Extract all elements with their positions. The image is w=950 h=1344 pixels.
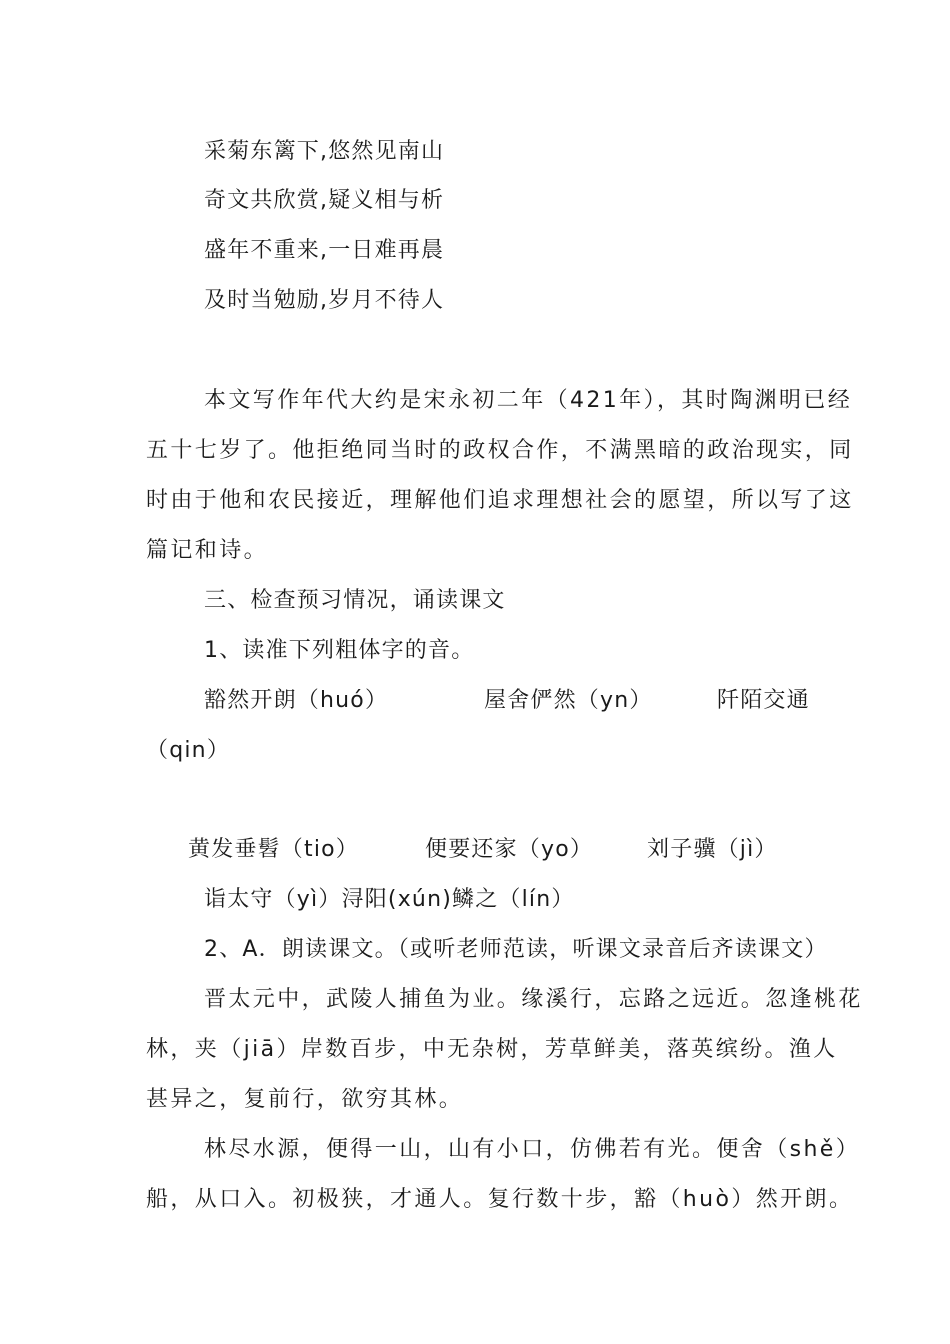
pronunciation-item: 黄发垂髫（tio） bbox=[188, 837, 359, 862]
pronunciation-item: 便要还家（yo） bbox=[425, 837, 594, 862]
pronunciation-item: 阡陌交通 bbox=[717, 688, 810, 713]
text-paragraph-line: 林尽水源，便得一山，山有小口，仿佛若有光。便舍（shě） bbox=[204, 1137, 861, 1162]
pronunciation-item: 屋舍俨然（yn） bbox=[484, 688, 653, 713]
text-paragraph-line: 晋太元中，武陵人捕鱼为业。缘溪行，忘路之远近。忽逢桃花 bbox=[204, 987, 863, 1012]
background-paragraph-line: 五十七岁了。他拒绝同当时的政权合作，不满黑暗的政治现实，同 bbox=[146, 438, 854, 463]
text-paragraph-line: 林，夹（jiā）岸数百步，中无杂树，芳草鲜美，落英缤纷。渔人 bbox=[146, 1037, 838, 1062]
background-paragraph-line: 本文写作年代大约是宋永初二年（421年），其时陶渊明已经 bbox=[204, 388, 853, 413]
poem-line: 采菊东篱下,悠然见南山 bbox=[204, 139, 445, 164]
section-heading: 三、检查预习情况，诵读课文 bbox=[204, 588, 506, 613]
text-paragraph-line: 船，从口入。初极狭，才通人。复行数十步，豁（huò）然开朗。 bbox=[146, 1187, 854, 1212]
poem-line: 奇文共欣赏,疑义相与析 bbox=[204, 188, 445, 213]
background-paragraph-line: 时由于他和农民接近，理解他们追求理想社会的愿望，所以写了这 bbox=[146, 488, 854, 513]
pronunciation-item: 豁然开朗（huó） bbox=[204, 688, 389, 713]
pronunciation-item: （qin） bbox=[146, 738, 231, 763]
poem-line: 盛年不重来,一日难再晨 bbox=[204, 238, 445, 263]
text-paragraph-line: 甚异之，复前行，欲穷其林。 bbox=[146, 1087, 464, 1112]
poem-line: 及时当勉励,岁月不待人 bbox=[204, 288, 445, 313]
pronunciation-item: 刘子骥（jì） bbox=[647, 837, 778, 862]
pronunciation-item: 诣太守（yì）浔阳(xún)鳞之（lín） bbox=[204, 887, 575, 912]
item2-heading: 2、A．朗读课文。（或听老师范读，听课文录音后齐读课文） bbox=[204, 937, 828, 962]
background-paragraph-line: 篇记和诗。 bbox=[146, 538, 269, 563]
item1-heading: 1、读准下列粗体字的音。 bbox=[204, 638, 475, 663]
